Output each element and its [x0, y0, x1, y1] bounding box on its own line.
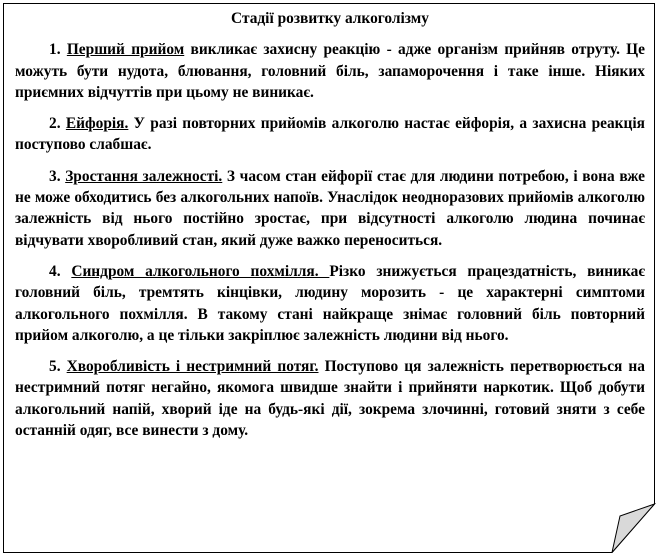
document-title: Стадії розвитку алкоголізму	[231, 10, 429, 27]
stage-heading: Зростання залежності.	[65, 167, 223, 185]
stage-heading: Хворобливість і нестримний потяг.	[66, 358, 319, 376]
paragraph-stage-5	[15, 356, 645, 441]
document-content	[15, 8, 645, 451]
stage-number: 1.	[49, 41, 61, 59]
stage-text: У разі повторних прийомів алкоголю настає ейфорія, а захисна реакція поступово слабшає.	[15, 115, 645, 154]
paragraph-stage-1	[15, 39, 645, 103]
stage-text: викликає захисну реакцію - адже організм прийняв отруту. Це можуть бути нудота, блювання, головний біль, запаморочення і таке інше. Ніяких приємних відчуттів при цьому не виникає.	[15, 41, 645, 101]
stage-text: З часом стан ейфорії стає для людини потребою, і вона вже не може обходитись без алкогольних напоїв. Унаслідок неодноразових прийомів алкоголю залежність від нього постійно зростає, при відсутності алкоголю людина починає відчувати хворобливий стан, який дуже важко переноситься.	[15, 167, 646, 249]
stage-text: Поступово ця залежність перетворюється на нестримний потяг негайно, якомога швидше знайти і прийняти наркотик. Щоб добути алкогольний напій, хворий іде на будь-які дії, зокрема злочинні, готовий зняти з себе останній одяг, все винести з дому.	[15, 358, 645, 440]
stage-heading: Синдром алкогольного похмілля.	[71, 262, 330, 280]
stage-number: 4.	[49, 262, 61, 280]
stage-text: Різко знижується працездатність, виникає головний біль, тремтять кінцівки, людину морозить - це характерні симптоми алкогольного похмілля. В такому стані найкраще знімає головний біль повторний прийом алкоголю, а це тільки закріплює залежність людини від нього.	[15, 262, 645, 344]
paragraph-stage-3	[15, 166, 645, 251]
stage-number: 2.	[49, 115, 61, 133]
paragraph-stage-2	[15, 113, 645, 156]
stage-heading: Ейфорія.	[65, 115, 129, 133]
stage-number: 5.	[49, 358, 61, 376]
stage-heading: Перший прийом	[66, 41, 185, 59]
stage-number: 3.	[49, 167, 61, 185]
paragraph-stage-4	[15, 261, 645, 346]
